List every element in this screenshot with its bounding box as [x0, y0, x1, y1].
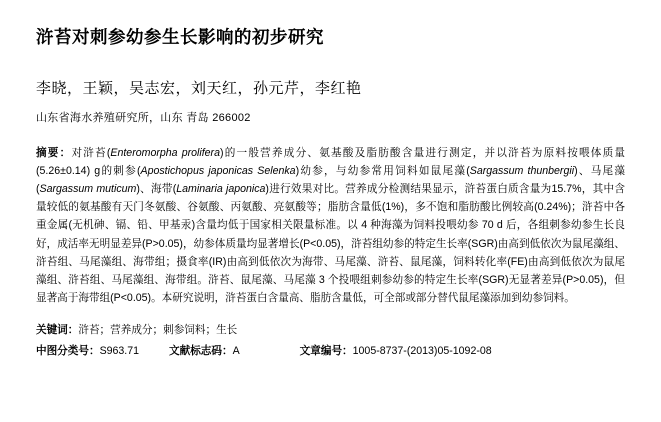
clc-value: S963.71: [99, 345, 140, 358]
article-number-value: 1005-8737-(2013)05-1092-08: [352, 345, 492, 358]
author-list: 李晓，王颖，吴志宏，刘天红，孙元芹，李红艳: [36, 79, 362, 97]
abstract-section: [36, 144, 625, 308]
article-number-label: 文章编号：: [299, 345, 353, 358]
document-code-value: A: [232, 345, 240, 358]
document-code-field: [169, 343, 240, 360]
classification-row: [36, 343, 625, 360]
keywords-section: [36, 322, 625, 339]
affiliation: 山东省海水养殖研究所，山东 青岛 266002: [36, 112, 251, 125]
document-code-label: 文献标志码：: [169, 345, 233, 358]
clc-label: 中图分类号：: [36, 345, 100, 358]
keywords-text: 浒苔；营养成分；刺参饲料；生长: [78, 323, 238, 336]
abstract-text: 对浒苔(Enteromorpha prolifera)的一般营养成分、氨基酸及脂肪酸含量进行测定，并以浒苔为原料按喂体质量(5.26±0.14) g的刺参(Apostichopus japonicas Selenka)幼参，与幼参常用饲料如鼠尾藻(Sargassum thunbergii)、马尾藻(Sargassum muticum)、海带(Laminaria japonica)进行效果对比。营养成分检测结果显示，浒苔蛋白质含量为15.7%，其中含量较低的氨基酸有天门冬氨酸、谷氨酸、丙氨酸、亮氨酸等；脂肪含量低(1%)，多不饱和脂肪酸比例较高(0.24%)；浒苔中各重金属(无机砷、镉、铅、甲基汞)含量均低于国家相关限量标准。以 4 种海藻为饲料投喂幼参 70 d 后，各组刺参幼参生长良好，成活率无明显差异(P>0.05)，幼参体质量均显著增长(P<0.05)，浒苔组幼参的特定生长率(SGR)由高到低依次为鼠尾藻组、浒苔组、马尾藻组、海带组；摄食率(IR)由高到低依次为海带、马尾藻、浒苔、鼠尾藻，饲料转化率(FE)由高到低依次为鼠尾藻组、浒苔组、马尾藻组、海带组。浒苔、鼠尾藻、马尾藻 3 个投喂组刺参幼参的特定生长率(SGR)无显著差异(P>0.05)，但显著高于海带组(P<0.05)。本研究说明，浒苔蛋白含量高、脂肪含量低，可全部或部分替代鼠尾藻添加到幼参饲料。: [36, 146, 626, 305]
keywords-label: 关键词：: [36, 323, 79, 336]
abstract-label: 摘要：: [36, 146, 72, 159]
article-number-field: [300, 343, 492, 360]
clc-field: [36, 343, 139, 360]
page-title: 浒苔对刺参幼参生长影响的初步研究: [36, 27, 324, 47]
